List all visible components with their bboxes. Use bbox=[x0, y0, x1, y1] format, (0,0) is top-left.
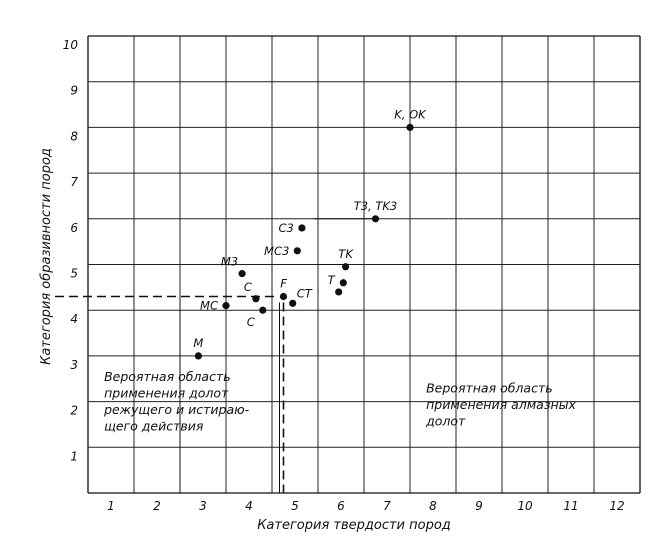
x-tick-label-3: 3 bbox=[199, 499, 207, 513]
data-point-2 bbox=[239, 270, 246, 277]
point-label-9: T bbox=[327, 272, 335, 287]
point-label-13: K, OK bbox=[394, 107, 426, 122]
data-points bbox=[193, 107, 427, 359]
y-tick-label-3: 3 bbox=[70, 357, 78, 372]
x-tick-label-1: 1 bbox=[107, 499, 115, 513]
data-point-10 bbox=[340, 279, 347, 286]
point-label-8: C3 bbox=[278, 220, 294, 235]
point-label-12: T3, TK3 bbox=[353, 198, 398, 213]
tick-labels bbox=[63, 38, 625, 513]
x-axis-title: Категория твердости пород bbox=[257, 518, 451, 533]
point-label-2: M3 bbox=[220, 254, 239, 269]
x-tick-label-10: 10 bbox=[517, 499, 533, 513]
data-point-4 bbox=[259, 307, 266, 314]
x-tick-label-5: 5 bbox=[291, 499, 299, 513]
y-tick-label-8: 8 bbox=[70, 129, 78, 144]
region-annotation-1: Вероятная область применения алмазных долот bbox=[426, 380, 576, 429]
point-label-6: CT bbox=[296, 286, 312, 301]
data-point-7 bbox=[294, 247, 301, 254]
data-point-1 bbox=[222, 302, 229, 309]
y-tick-label-6: 6 bbox=[70, 220, 78, 235]
x-tick-label-2: 2 bbox=[153, 499, 161, 513]
data-point-6 bbox=[289, 300, 296, 307]
y-tick-label-9: 9 bbox=[70, 83, 78, 98]
data-point-0 bbox=[195, 352, 202, 359]
point-label-5: F bbox=[280, 276, 287, 291]
point-label-11: TK bbox=[338, 246, 353, 261]
y-tick-label-7: 7 bbox=[70, 175, 78, 190]
y-axis-title: Категория образивности пород bbox=[39, 148, 54, 365]
point-label-7: MC3 bbox=[264, 243, 290, 258]
x-tick-label-4: 4 bbox=[245, 499, 253, 513]
x-tick-label-7: 7 bbox=[383, 499, 391, 513]
data-point-9 bbox=[335, 288, 342, 295]
data-point-13 bbox=[406, 124, 413, 131]
point-label-0: M bbox=[193, 335, 204, 350]
point-label-1: MC bbox=[200, 298, 218, 313]
y-tick-label-2: 2 bbox=[70, 403, 78, 418]
region-annotation-0: Вероятная область применения долот режущего и истираю-щего действия bbox=[104, 369, 250, 434]
y-tick-label-5: 5 bbox=[70, 266, 78, 281]
y-tick-label-10: 10 bbox=[62, 38, 78, 52]
y-tick-label-1: 1 bbox=[70, 449, 78, 464]
x-tick-label-12: 12 bbox=[609, 499, 625, 513]
x-tick-label-9: 9 bbox=[475, 499, 483, 513]
x-tick-label-8: 8 bbox=[429, 499, 437, 513]
x-tick-label-6: 6 bbox=[337, 499, 345, 513]
point-label-4: C bbox=[246, 315, 255, 330]
data-point-12 bbox=[372, 215, 379, 222]
data-point-11 bbox=[342, 263, 349, 270]
data-point-5 bbox=[280, 293, 287, 300]
x-tick-label-11: 11 bbox=[563, 499, 579, 513]
reference-lines bbox=[55, 219, 374, 495]
data-point-3 bbox=[252, 295, 259, 302]
point-label-3: C bbox=[243, 279, 252, 294]
y-tick-label-4: 4 bbox=[70, 312, 78, 327]
data-point-8 bbox=[298, 224, 305, 231]
